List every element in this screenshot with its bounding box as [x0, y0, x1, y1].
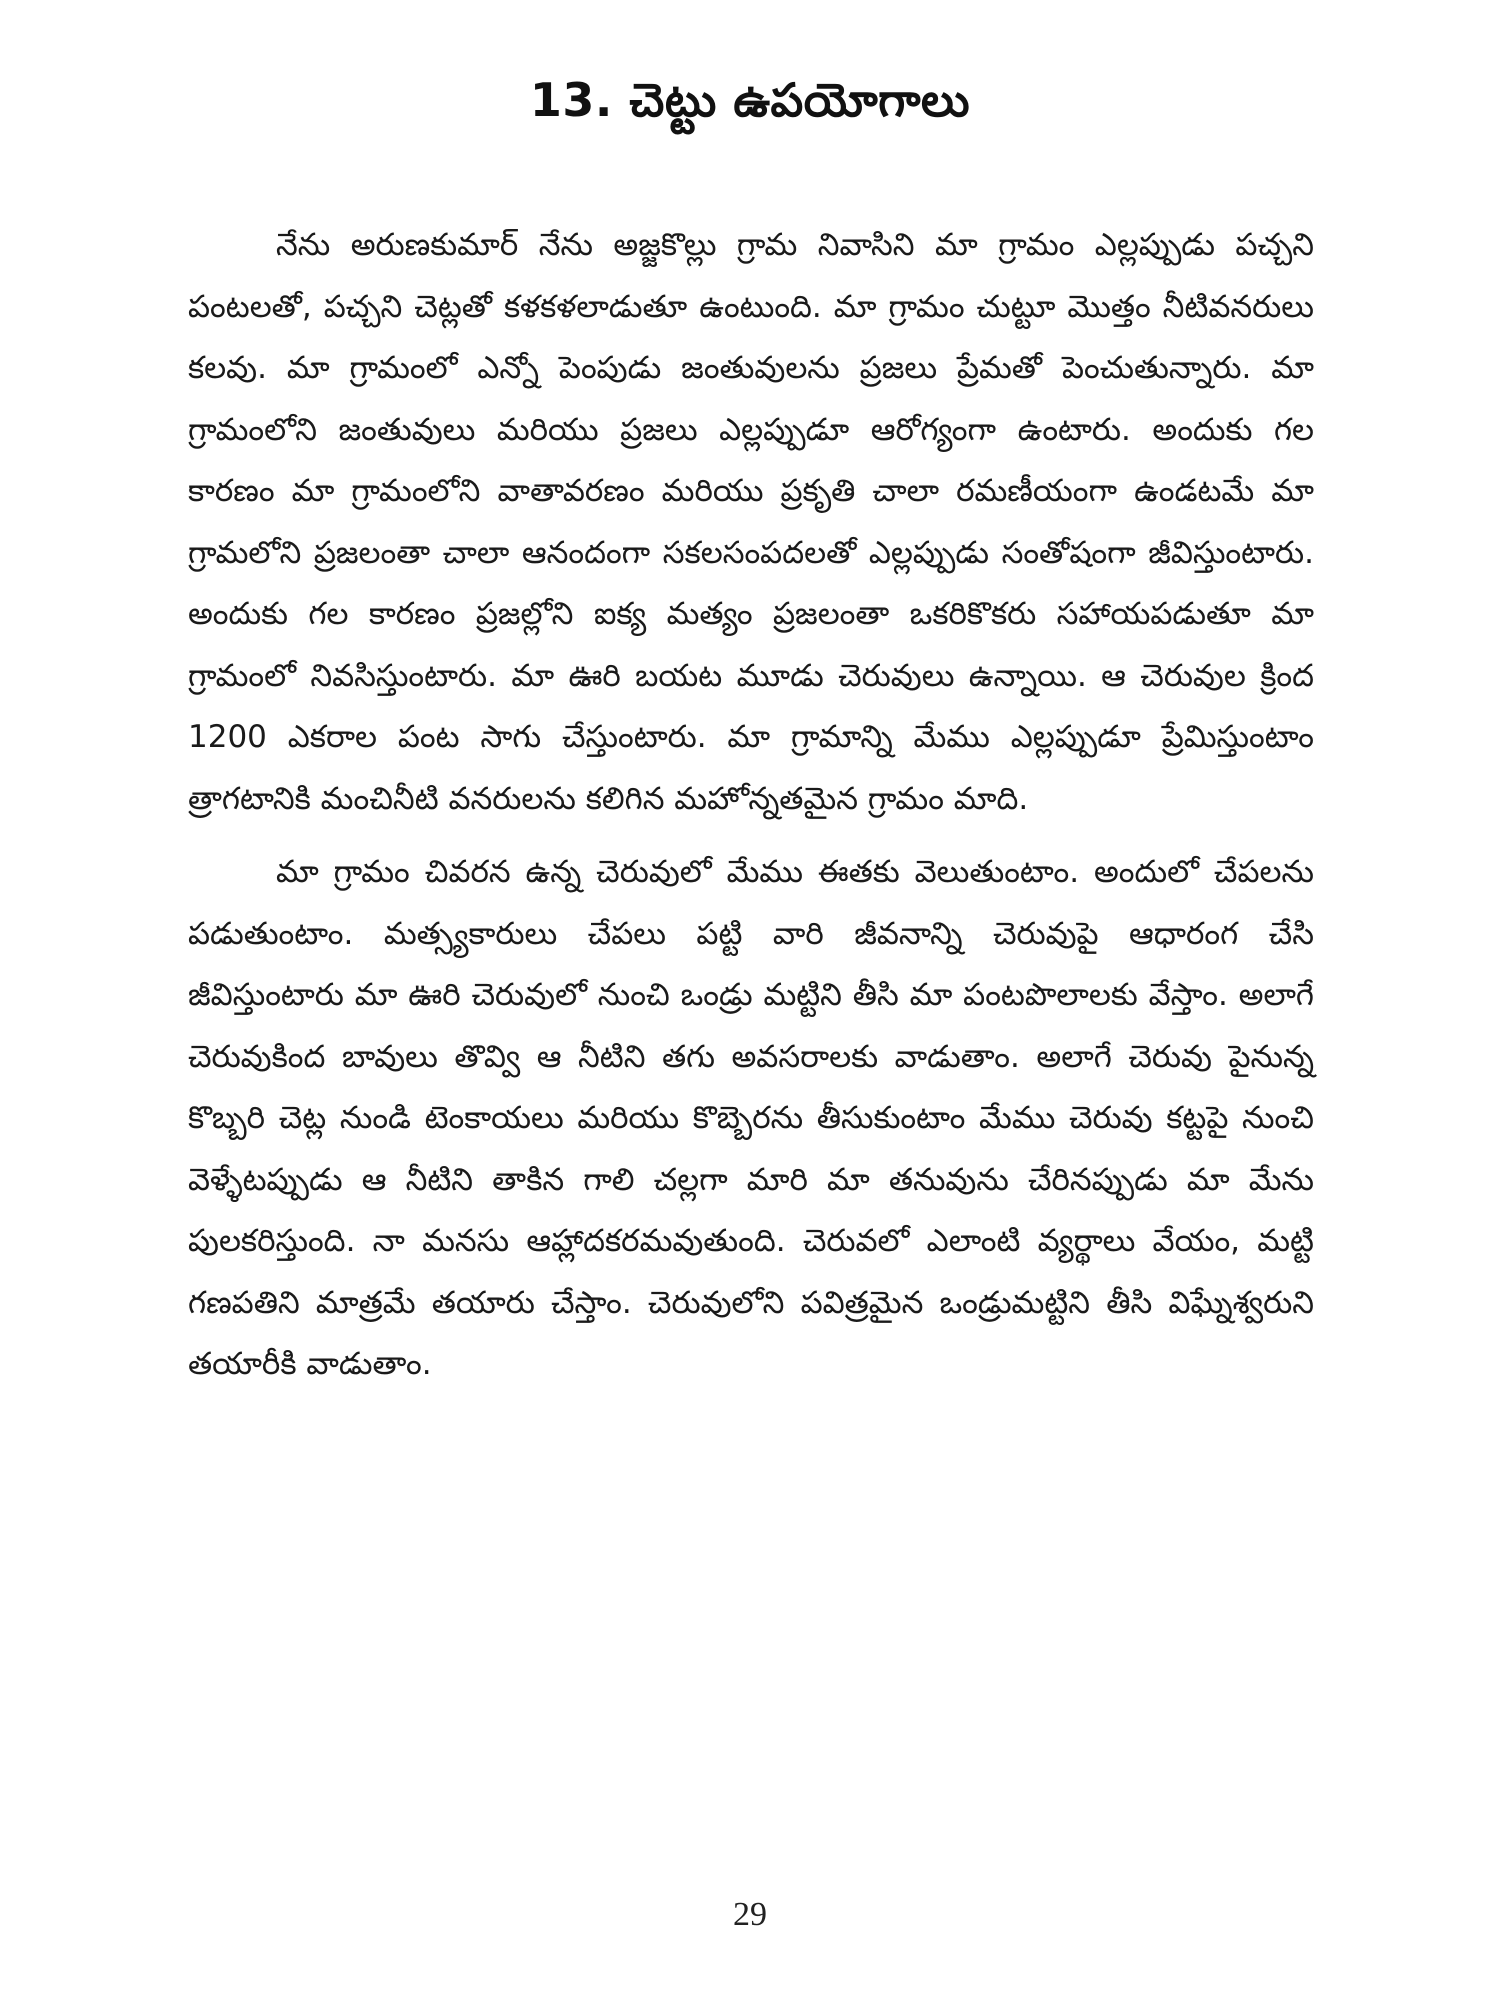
paragraph-1: నేను అరుణకుమార్ నేను అజ్జకొల్లు గ్రామ నివాసిని మా గ్రామం ఎల్లప్పుడు పచ్చని పంటలతో, పచ్చని చెట్లతో కళకళలాడుతూ ఉంటుంది. మా గ్రామం చుట్టూ మొత్తం నీటివనరులు కలవు. మా గ్రామంలో ఎన్నో పెంపుడు జంతువులను ప్రజలు ప్రేమతో పెంచుతున్నారు. మా గ్రామంలోని జంతువులు మరియు ప్రజలు ఎల్లప్పుడూ ఆరోగ్యంగా ఉంటారు. అందుకు గల కారణం మా గ్రామంలోని వాతావరణం మరియు ప్రకృతి చాలా రమణీయంగా ఉండటమే మా గ్రామలోని ప్రజలంతా చాలా ఆనందంగా సకలసంపదలతో ఎల్లప్పుడు సంతోషంగా జీవిస్తుంటారు. అందుకు గల కారణం ప్రజల్లోని ఐక్య మత్యం ప్రజలంతా ఒకరికొకరు సహాయపడుతూ మా గ్రామంలో నివసిస్తుంటారు. మా ఊరి బయట మూడు చెరువులు ఉన్నాయి. ఆ చెరువుల క్రింద 1200 ఎకరాల పంట సాగు చేస్తుంటారు. మా గ్రామాన్ని మేము ఎల్లప్పుడూ ప్రేమిస్తుంటాం త్రాగటానికి మంచినీటి వనరులను కలిగిన మహోన్నతమైన గ్రామం మాది.	[188, 227, 1314, 817]
page-title: 13. చెట్టు ఉపయోగాలు	[529, 72, 971, 127]
paragraph-2: మా గ్రామం చివరన ఉన్న చెరువులో మేము ఈతకు వెలుతుంటాం. అందులో చేపలను పడుతుంటాం. మత్స్యకారులు చేపలు పట్టి వారి జీవనాన్ని చెరువుపై ఆధారంగ చేసి జీవిస్తుంటారు మా ఊరి చెరువులో నుంచి ఒండ్రు మట్టిని తీసి మా పంటపొలాలకు వేస్తాం. అలాగే చెరువుకింద బావులు తొవ్వి ఆ నీటిని తగు అవసరాలకు వాడుతాం. అలాగే చెరువు పైనున్న కొబ్బరి చెట్ల నుండి టెంకాయలు మరియు కొబ్బెరను తీసుకుంటాం మేము చెరువు కట్టపై నుంచి వెళ్ళేటప్పుడు ఆ నీటిని తాకిన గాలి చల్లగా మారి మా తనువును చేరినప్పుడు మా మేను పులకరిస్తుంది. నా మనసు ఆహ్లాదకరమవుతుంది. చెరువలో ఎలాంటి వ్యర్థాలు వేయం, మట్టి గణపతిని మాత్రమే తయారు చేస్తాం. చెరువులోని పవిత్రమైన ఒండ్రుమట్టిని తీసి విఘ్నేశ్వరుని తయారీకి వాడుతాం.	[188, 854, 1314, 1382]
page-number: 29	[733, 1896, 767, 1933]
body-text	[188, 215, 1314, 1396]
